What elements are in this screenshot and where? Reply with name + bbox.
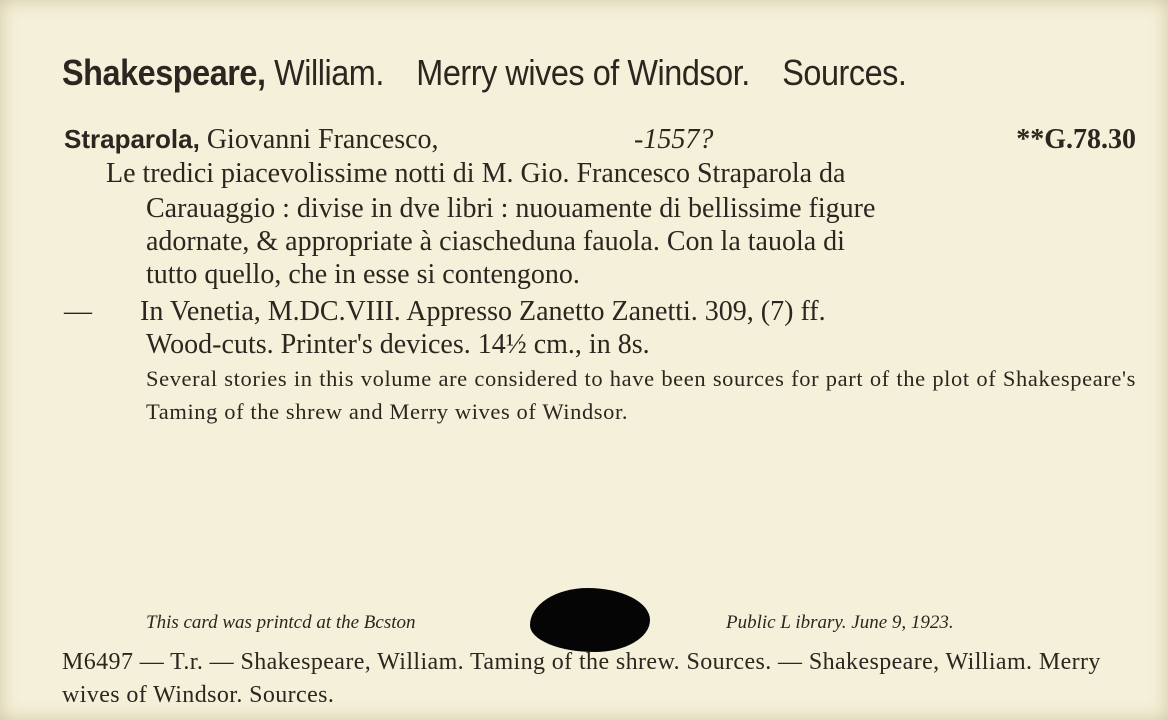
heading-subject: Sources. <box>782 52 907 93</box>
printed-note-right: Public L ibrary. June 9, 1923. <box>726 612 954 633</box>
heading-author: Shakespeare, <box>62 52 266 93</box>
printed-note-left: This card was printcd at the Bcston <box>146 612 416 633</box>
title-line-4: tutto quello, che in esse si contengono. <box>146 259 580 290</box>
imprint-dash: — <box>64 296 92 327</box>
author-dates: -1557? <box>634 124 714 155</box>
author-forenames: Giovanni Francesco, <box>206 124 439 155</box>
heading-forename: William. <box>274 52 384 93</box>
note: Several stories in this volume are considered to have been sources for part of the plot of Shakespeare's Taming of the shrew and Merry wives of Windsor. <box>146 366 1136 424</box>
call-number: **G.78.30 <box>1016 124 1136 155</box>
imprint-line-1: In Venetia, M.DC.VIII. Appresso Zanetto Zanetti. 309, (7) ff. <box>140 296 826 327</box>
ink-blot <box>530 588 650 652</box>
title-line-3: adornate, & appropriate à ciascheduna fauola. Con la tauola di <box>146 226 845 257</box>
title-line-2: Carauaggio : divise in dve libri : nuouamente di bellissime figure <box>146 193 876 224</box>
tracings: M6497 — T.r. — Shakespeare, William. Taming of the shrew. Sources. — Shakespeare, William. Merry wives of Windsor. Sources. <box>62 649 1101 708</box>
card-heading <box>62 52 906 94</box>
heading-work: Merry wives of Windsor. <box>416 52 750 93</box>
author-surname: Straparola, <box>64 124 200 154</box>
imprint-line-2: Wood-cuts. Printer's devices. 14½ cm., in 8s. <box>146 329 650 360</box>
title-line-1: Le tredici piacevolissime notti di M. Gio. Francesco Straparola da <box>106 158 846 189</box>
author-line <box>64 124 714 156</box>
